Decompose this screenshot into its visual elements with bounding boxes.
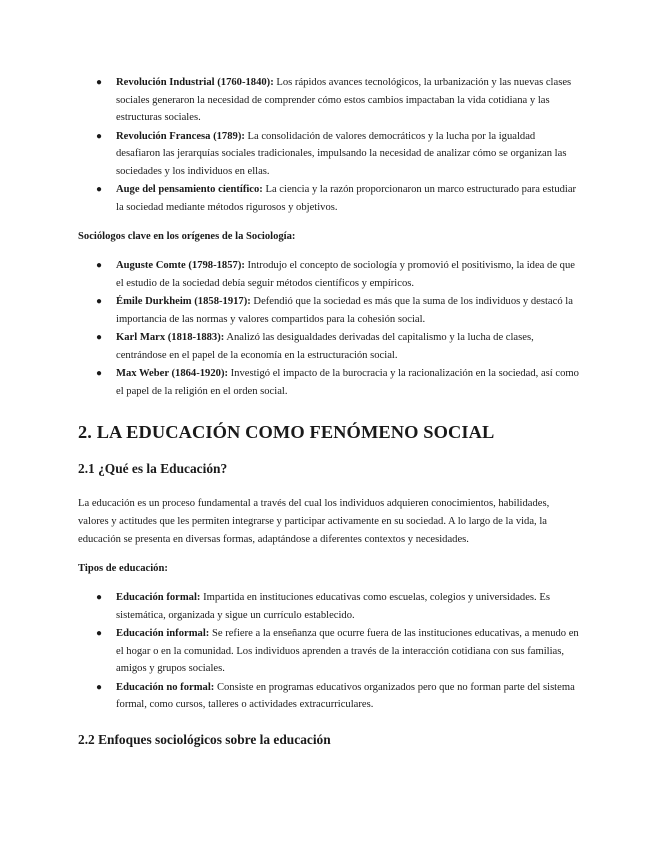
- list-item: ● Auguste Comte (1798-1857): Introdujo el concepto de sociología y promovió el positivismo, la idea de que el estudio de la sociedad debía seguir métodos científicos y empíricos.: [116, 257, 579, 292]
- list-item: ● Revolución Francesa (1789): La consolidación de valores democráticos y la lucha por la igualdad desafiaron las jerarquías sociales tradicionales, impulsando la necesidad de analizar cómo se organizan las sociedades y los individuos en ellas.: [116, 128, 579, 181]
- list-item: ● Karl Marx (1818-1883): Analizó las desigualdades derivadas del capitalismo y la lucha de clases, centrándose en el papel de la economía en la estructuración social.: [116, 329, 579, 364]
- subsection-title-1: 2.1 ¿Qué es la Educación?: [78, 461, 228, 476]
- bullet-icon: ●: [96, 260, 103, 271]
- list-item: ● Educación no formal: Consiste en programas educativos organizados pero que no forman parte del sistema formal, como cursos, talleres o actividades extracurriculares.: [116, 679, 579, 714]
- bullet-icon: ●: [96, 592, 103, 603]
- list-item: ● Educación formal: Impartida en instituciones educativas como escuelas, colegios y universidades. Es sistemática, organizada y sigue un currículo establecido.: [116, 589, 579, 624]
- bullet-icon: ●: [96, 628, 103, 639]
- bullet-icon: ●: [96, 184, 103, 195]
- list-item: ● Auge del pensamiento científico: La ciencia y la razón proporcionaron un marco estructurado para estudiar la sociedad mediante métodos rigurosos y objetivos.: [116, 181, 579, 216]
- list-item: ● Revolución Industrial (1760-1840): Los rápidos avances tecnológicos, la urbanización y las nuevas clases sociales generaron la necesidad de comprender cómo estos cambios impactaban la vida cotidiana y las estructuras sociales.: [116, 74, 579, 127]
- education-paragraph: La educación es un proceso fundamental a través del cual los individuos adquieren conocimientos, habilidades, valores y actitudes que les permiten integrarse y participar activamente en su sociedad. A lo largo de la vida, la educación se presenta en diversas formas, adaptándose a diferentes contextos y necesidades.: [78, 498, 550, 545]
- subsection-title-2: 2.2 Enfoques sociológicos sobre la educación: [78, 731, 331, 747]
- bullet-icon: ●: [96, 681, 103, 693]
- bullet-icon: ●: [96, 77, 103, 88]
- sociologists-bullet-list: [78, 257, 579, 400]
- intro-bullet-list: [78, 74, 579, 216]
- bullet-icon: ●: [96, 332, 103, 343]
- bullet-icon: ●: [96, 296, 103, 307]
- bullet-icon: ●: [96, 368, 103, 379]
- types-label: Tipos de educación:: [78, 563, 168, 574]
- education-types-list: [78, 589, 579, 714]
- list-item: ● Max Weber (1864-1920): Investigó el impacto de la burocracia y la racionalización en la sociedad, así como el papel de la religión en el orden social.: [116, 365, 579, 400]
- list-item: ● Educación informal: Se refiere a la enseñanza que ocurre fuera de las instituciones educativas, a menudo en el hogar o en la comunidad. Los individuos aprenden a través de la interacción cotidiana con sus familias, amigos y grupos sociales.: [116, 625, 579, 678]
- section-title: 2. LA EDUCACIÓN COMO FENÓMENO SOCIAL: [78, 422, 495, 442]
- list-item: ● Émile Durkheim (1858-1917): Defendió que la sociedad es más que la suma de los individuos y destacó la importancia de las normas y valores compartidos para la cohesión social.: [116, 293, 579, 328]
- bullet-icon: ●: [96, 130, 103, 142]
- sociologists-label: Sociólogos clave en los orígenes de la Sociología:: [78, 231, 296, 242]
